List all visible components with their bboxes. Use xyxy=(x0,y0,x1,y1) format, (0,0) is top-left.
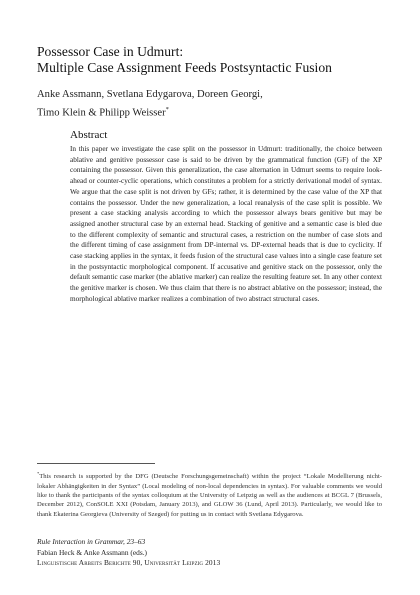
abstract-body xyxy=(70,144,382,305)
book-publication: Linguistische Arbeits Berichte 90, Universität Leipzig 2013 xyxy=(37,558,221,568)
book-series-line: Rule Interaction in Grammar, 23–63 xyxy=(37,537,146,546)
author-footnote-mark: * xyxy=(165,106,169,113)
abstract-heading: Abstract xyxy=(70,129,108,141)
title-line-2: Multiple Case Assignment Feeds Postsyntactic Fusion xyxy=(37,60,332,75)
authors-line-2 xyxy=(37,102,397,121)
footnote-mark: * xyxy=(37,471,40,476)
book-info xyxy=(37,537,397,569)
footnote-rule xyxy=(37,463,155,464)
title-line-1: Possessor Case in Udmurt: xyxy=(37,44,184,59)
footnote-text: This research is supported by the DFG (Deutsche Forschungsgemeinschaft) within the project “Lokale Modellierung nicht-lokaler Abhängigkeiten in der Syntax” (Local modeling of non-local dependencies in syntax). For valuable comments we would like to thank the participants of the syntax colloquium at the University of Leipzig as well as the audiences at BCGL 7 (Brussels, December 2012), ConSOLE XXI (Potsdam, January 2013), and GLOW 36 (Lund, April 2013). Particularly, we would like to thank Ekaterina Georgieva (University of Szeged) for putting us in contact with Svetlana Edygarova. xyxy=(37,473,382,518)
author-list xyxy=(37,87,397,121)
abstract-text: In this paper we investigate the case split on the possessor in Udmurt: traditionally, the choice between ablative and genitive possessor case is said to be driven by the grammatical function (GF) of the XP containing the possessor. Given this generalization, the case alternation in Udmurt seems to require look-ahead or counter-cyclic operations, which constitutes a problem for a strictly derivational model of syntax. We argue that the case split is not driven by GFs; rather, it is determined by the case value of the XP that contains the possessor. Under the new generalization, a local reanalysis of the case split is possible. We present a case stacking analysis according to which the possessor always bears genitive but may be assigned another structural case by an external head. Stacking of genitive and a semantic case is bled due to the different complexity of semantic and structural cases, a restriction on the number of case slots and the different timing of case assignment from DP-internal vs. DP-external heads that is due to cyclicity. If case stacking applies in the syntax, it feeds fusion of the structural case values into a single case feature set in the postsyntactic morphological component. If accusative and genitive stack on the possessor, only the default semantic case marker (the ablative marker) can realize the resulting feature set. In any other context the genitive marker is chosen. We thus claim that there is no abstract ablative on the possessor; instead, the morphological ablative marker realizes a combination of two abstract structural cases. xyxy=(70,145,382,303)
paper-title xyxy=(37,44,397,76)
footnote-paragraph xyxy=(37,469,382,519)
authors-line-2-text: Timo Klein & Philipp Weisser xyxy=(37,107,166,119)
footnote xyxy=(37,469,382,519)
authors-line-1: Anke Assmann, Svetlana Edygarova, Doreen Georgi, xyxy=(37,89,263,100)
book-editors: Fabian Heck & Anke Assmann (eds.) xyxy=(37,547,148,557)
